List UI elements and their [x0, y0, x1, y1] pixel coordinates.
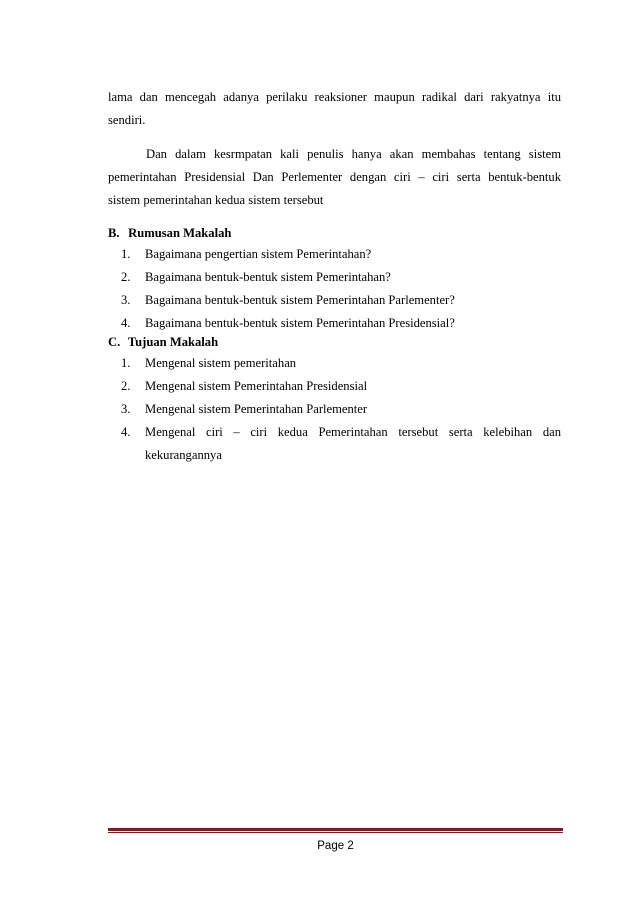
list-text: kekurangannya	[145, 448, 222, 462]
list-text: Bagaimana pengertian sistem Pemerintahan?	[145, 247, 372, 261]
list-item	[121, 289, 561, 312]
paragraph-intro-continuation	[108, 86, 561, 132]
list-number: 2.	[121, 270, 131, 284]
footer-divider	[108, 828, 563, 833]
list-number: 4.	[121, 425, 131, 439]
list-text: Mengenal ciri – ciri kedua Pemerintahan tersebut serta kelebihan dan	[145, 425, 561, 439]
rumusan-list	[121, 243, 561, 335]
page-number: Page 2	[317, 840, 354, 852]
list-number: 3.	[121, 293, 131, 307]
list-item	[121, 421, 561, 467]
list-number: 2.	[121, 379, 131, 393]
section-title: Tujuan Makalah	[127, 335, 219, 349]
footer-divider-thick	[108, 828, 563, 831]
section-title: Rumusan Makalah	[128, 226, 232, 240]
paragraph-scope	[108, 143, 561, 212]
list-text: Mengenal sistem Pemerintahan Presidensial	[145, 379, 368, 393]
list-number: 3.	[121, 402, 131, 416]
paragraph-line: sendiri.	[108, 113, 146, 127]
tujuan-list	[121, 352, 561, 467]
list-item	[121, 243, 561, 266]
list-number: 4.	[121, 316, 131, 330]
list-number: 1.	[121, 356, 131, 370]
list-item	[121, 352, 561, 375]
paragraph-line: pemerintahan Presidensial Dan Perlementer dengan ciri – ciri serta bentuk-bentuk	[108, 170, 561, 184]
list-text: Bagaimana bentuk-bentuk sistem Pemerintahan Parlementer?	[145, 293, 455, 307]
list-text: Mengenal sistem Pemerintahan Parlementer	[145, 402, 368, 416]
paragraph-line: lama dan mencegah adanya perilaku reaksioner maupun radikal dari rakyatnya itu	[108, 90, 561, 104]
list-text: Bagaimana bentuk-bentuk sistem Pemerintahan Presidensial?	[145, 316, 455, 330]
section-label: B.	[108, 226, 120, 240]
footer-divider-thin	[108, 832, 563, 833]
list-item	[121, 266, 561, 289]
paragraph-line: sistem pemerintahan kedua sistem tersebut	[108, 193, 324, 207]
section-label: C.	[108, 335, 121, 349]
section-heading-rumusan	[108, 223, 231, 243]
list-item	[121, 398, 561, 421]
list-text: Mengenal sistem pemeritahan	[145, 356, 297, 370]
list-item	[121, 375, 561, 398]
list-text: Bagaimana bentuk-bentuk sistem Pemerintahan?	[145, 270, 391, 284]
paragraph-line: Dan dalam kesrmpatan kali penulis hanya akan membahas tentang sistem	[146, 147, 561, 161]
list-number: 1.	[121, 247, 131, 261]
section-heading-tujuan	[108, 332, 218, 352]
